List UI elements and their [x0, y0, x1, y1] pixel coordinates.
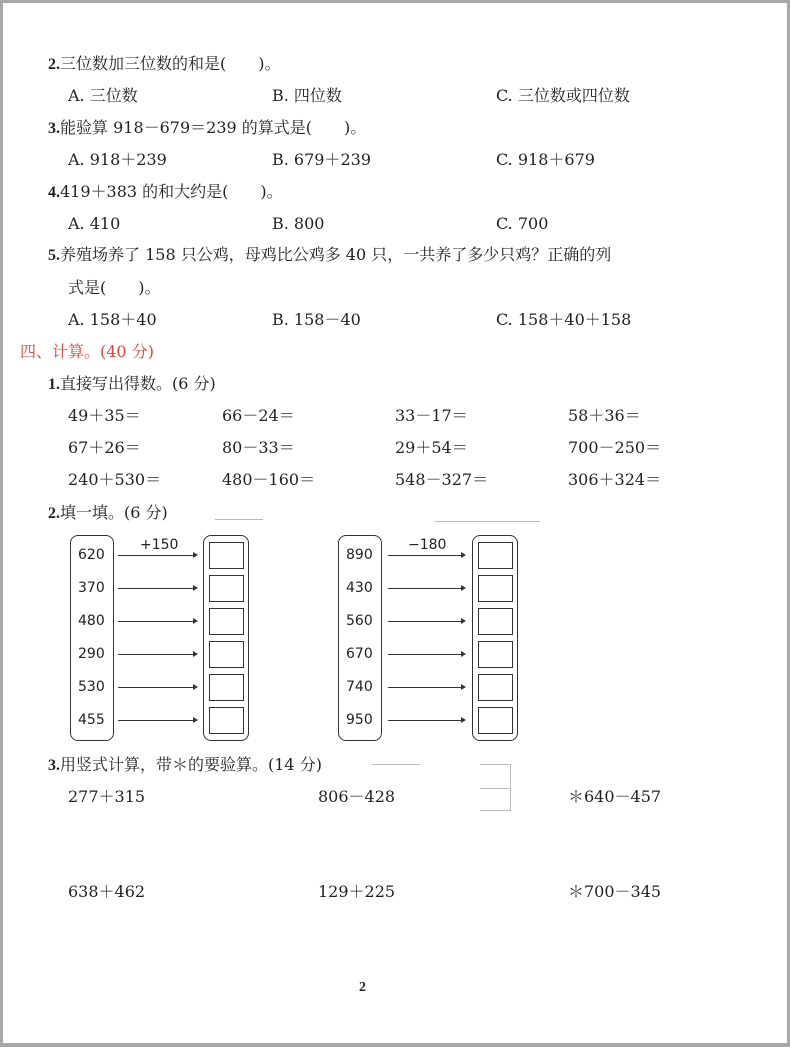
oral-calc-item: 480－160＝: [222, 470, 316, 489]
q2-option-a[interactable]: A. 三位数: [68, 86, 138, 105]
input-number: 455: [78, 712, 105, 728]
q3-option-a[interactable]: A. 918＋239: [68, 150, 167, 169]
scan-artifact: [480, 810, 510, 811]
arrow-icon: [388, 654, 464, 655]
scan-artifact: [480, 764, 510, 765]
question-5: 5.养殖场养了 158 只公鸡，母鸡比公鸡多 40 只，一共养了多少只鸡？正确的列: [48, 245, 612, 264]
arrow-icon: [118, 687, 196, 688]
input-number: 530: [78, 679, 105, 695]
scan-artifact: [435, 521, 540, 522]
oral-calc-item: 548－327＝: [395, 470, 489, 489]
q2-option-c[interactable]: C. 三位数或四位数: [496, 86, 630, 105]
answer-box[interactable]: [478, 641, 513, 668]
oral-calc-item: 58＋36＝: [568, 406, 641, 425]
answer-box[interactable]: [209, 542, 244, 569]
input-number: 740: [346, 679, 373, 695]
arrow-icon: [388, 555, 464, 556]
answer-box[interactable]: [209, 575, 244, 602]
oral-calc-item: 33－17＝: [395, 406, 468, 425]
oral-calc-item: 240＋530＝: [68, 470, 162, 489]
q3-option-c[interactable]: C. 918＋679: [496, 150, 595, 169]
q5-option-c[interactable]: C. 158＋40＋158: [496, 310, 632, 329]
input-number: 290: [78, 646, 105, 662]
oral-calc-item: 306＋324＝: [568, 470, 662, 489]
arrow-icon: [118, 720, 196, 721]
scan-artifact: [480, 788, 510, 789]
vertical-calc-item: ＊700－345: [568, 882, 662, 901]
answer-box[interactable]: [209, 707, 244, 734]
input-number: 670: [346, 646, 373, 662]
question-5-cont: 式是( )。: [68, 278, 161, 297]
answer-box[interactable]: [478, 608, 513, 635]
scan-artifact: [510, 764, 511, 811]
operation-label: −180: [408, 537, 447, 553]
q4-option-a[interactable]: A. 410: [68, 214, 121, 233]
q4-option-b[interactable]: B. 800: [272, 214, 325, 233]
section-4-title: 四、计算。(40 分): [20, 342, 154, 361]
arrow-icon: [118, 654, 196, 655]
input-column: [70, 535, 114, 741]
vertical-calc-item: ＊640－457: [568, 787, 662, 806]
answer-box[interactable]: [478, 542, 513, 569]
question-3: 3.能验算 918－679＝239 的算式是( )。: [48, 118, 367, 137]
q5-option-b[interactable]: B. 158－40: [272, 310, 361, 329]
vertical-calc-item: 638＋462: [68, 882, 146, 901]
input-column: [338, 535, 382, 741]
answer-box[interactable]: [209, 674, 244, 701]
q4-2-title: 2.填一填。(6 分): [48, 503, 168, 522]
answer-box[interactable]: [478, 575, 513, 602]
q3-option-b[interactable]: B. 679＋239: [272, 150, 372, 169]
arrow-icon: [388, 621, 464, 622]
answer-box[interactable]: [478, 674, 513, 701]
oral-calc-item: 66－24＝: [222, 406, 295, 425]
input-number: 480: [78, 613, 105, 629]
scan-artifact: [215, 519, 263, 520]
arrow-icon: [388, 588, 464, 589]
page-number: 2: [359, 980, 366, 995]
q5-option-a[interactable]: A. 158＋40: [68, 310, 157, 329]
q4-3-title: 3.用竖式计算，带＊的要验算。(14 分): [48, 755, 322, 774]
arrow-icon: [388, 720, 464, 721]
input-number: 560: [346, 613, 373, 629]
oral-calc-item: 29＋54＝: [395, 438, 468, 457]
vertical-calc-item: 277＋315: [68, 787, 146, 806]
answer-box[interactable]: [478, 707, 513, 734]
oral-calc-item: 49＋35＝: [68, 406, 141, 425]
input-number: 950: [346, 712, 373, 728]
q4-option-c[interactable]: C. 700: [496, 214, 549, 233]
scan-artifact: [372, 764, 420, 765]
vertical-calc-item: 129＋225: [318, 882, 396, 901]
arrow-icon: [118, 621, 196, 622]
q4-1-title: 1.直接写出得数。(6 分): [48, 374, 216, 393]
oral-calc-item: 67＋26＝: [68, 438, 141, 457]
question-2: 2.三位数加三位数的和是( )。: [48, 54, 281, 73]
input-number: 890: [346, 547, 373, 563]
answer-box[interactable]: [209, 641, 244, 668]
oral-calc-item: 80－33＝: [222, 438, 295, 457]
input-number: 430: [346, 580, 373, 596]
q2-option-b[interactable]: B. 四位数: [272, 86, 342, 105]
answer-box[interactable]: [209, 608, 244, 635]
oral-calc-item: 700－250＝: [568, 438, 662, 457]
operation-label: +150: [140, 537, 179, 553]
vertical-calc-item: 806－428: [318, 787, 396, 806]
input-number: 370: [78, 580, 105, 596]
arrow-icon: [118, 555, 196, 556]
arrow-icon: [118, 588, 196, 589]
question-4: 4.419＋383 的和大约是( )。: [48, 182, 283, 201]
arrow-icon: [388, 687, 464, 688]
input-number: 620: [78, 547, 105, 563]
